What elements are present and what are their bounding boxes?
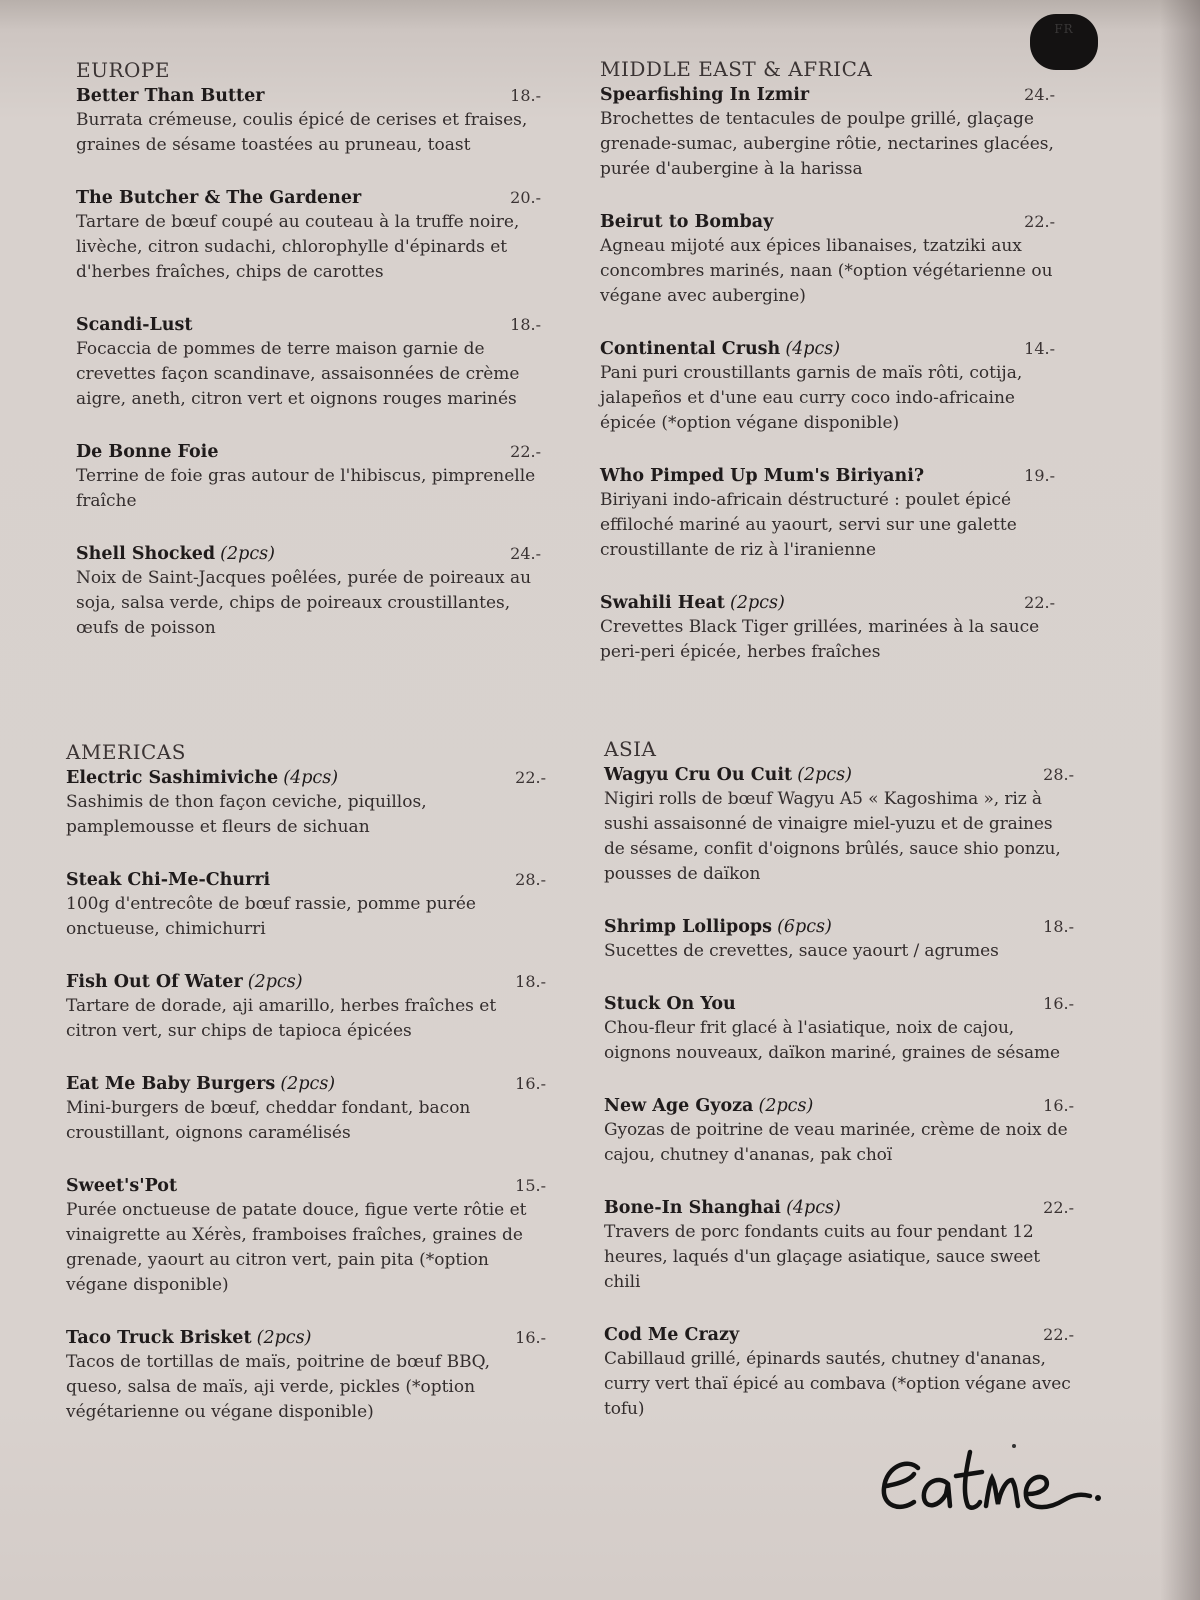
dish-name: De Bonne Foie <box>76 442 219 462</box>
dish-price: 28.- <box>1043 765 1074 784</box>
dish-price: 16.- <box>515 1328 546 1347</box>
dish-price: 15.- <box>515 1176 546 1195</box>
dish-description: Brochettes de tentacules de poulpe grillé, glaçage grenade-sumac, aubergine rôtie, nectarines glacées, purée d'aubergine à la harissa <box>600 109 1054 179</box>
dish-price: 28.- <box>515 870 546 889</box>
dish-price: 22.- <box>1043 1198 1074 1217</box>
menu-item <box>600 591 1055 665</box>
dish-price: 18.- <box>510 315 541 334</box>
menu-item <box>600 210 1055 309</box>
dish-price: 16.- <box>1043 994 1074 1013</box>
menu-item-header <box>604 1196 1074 1220</box>
dish-description: Tartare de bœuf coupé au couteau à la truffe noire, livèche, citron sudachi, chlorophylle d'épinards et d'herbes fraîches, chips de carottes <box>76 212 520 282</box>
menu-item <box>604 763 1074 887</box>
dish-description: Sashimis de thon façon ceviche, piquillos, pamplemousse et fleurs de sichuan <box>66 792 427 837</box>
dish-price: 16.- <box>515 1074 546 1093</box>
dish-portion-note: (2pcs) <box>280 1074 336 1094</box>
page-shadow <box>1160 0 1200 1600</box>
menu-item-header <box>604 1323 1074 1347</box>
dish-price: 22.- <box>1024 593 1055 612</box>
dish-portion-note: (2pcs) <box>730 593 785 613</box>
dish-name: Who Pimped Up Mum's Biriyani? <box>600 466 925 486</box>
menu-item-header <box>604 763 1074 787</box>
menu-item-header <box>76 84 541 108</box>
dish-price: 22.- <box>515 768 546 787</box>
dish-name: Spearfishing In Izmir <box>600 85 810 105</box>
menu-item <box>600 337 1055 436</box>
menu-item-header <box>66 970 546 994</box>
dish-portion-note: (4pcs) <box>283 768 339 788</box>
dish-price: 22.- <box>510 442 541 461</box>
dish-name: Shell Shocked <box>76 544 216 564</box>
menu-item <box>76 542 541 641</box>
menu-item <box>604 915 1074 964</box>
dish-description: Purée onctueuse de patate douce, figue verte rôtie et vinaigrette au Xérès, framboises fraîches, graines de grenade, yaourt au citron vert, pain pita (*option végane disponible) <box>66 1200 527 1295</box>
menu-item <box>604 1323 1074 1422</box>
dish-name: Shrimp Lollipops <box>604 917 772 937</box>
menu-item <box>604 1094 1074 1168</box>
menu-item <box>66 868 546 942</box>
menu-item <box>604 1196 1074 1295</box>
dish-price: 20.- <box>510 188 541 207</box>
menu-item-header <box>604 992 1074 1016</box>
menu-item-header <box>600 591 1055 615</box>
dish-name: Beirut to Bombay <box>600 212 774 232</box>
dish-price: 16.- <box>1043 1096 1074 1115</box>
section-americas <box>66 740 546 1453</box>
menu-item-header <box>66 868 546 892</box>
dish-description: Mini-burgers de bœuf, cheddar fondant, bacon croustillant, oignons caramélisés <box>66 1098 471 1143</box>
section-title: MIDDLE EAST & AFRICA <box>600 57 873 81</box>
menu-item <box>76 440 541 514</box>
menu-item <box>66 1174 546 1298</box>
menu-item-header <box>600 210 1055 234</box>
language-badge-label: FR <box>1054 22 1074 36</box>
dish-name: Bone-In Shanghai <box>604 1198 781 1218</box>
dish-description: Terrine de foie gras autour de l'hibiscus, pimprenelle fraîche <box>76 466 536 511</box>
dish-price: 19.- <box>1024 466 1055 485</box>
menu-item-header <box>66 1072 546 1096</box>
dish-price: 18.- <box>1043 917 1074 936</box>
menu-item-header <box>66 1174 546 1198</box>
dish-description: Pani puri croustillants garnis de maïs rôti, cotija, jalapeños et d'une eau curry coco indo-africaine épicée (*option végane disponible) <box>600 363 1023 433</box>
menu-item-header <box>600 83 1055 107</box>
section-title: AMERICAS <box>66 740 186 764</box>
dish-description: Burrata crémeuse, coulis épicé de cerises et fraises, graines de sésame toastées au pruneau, toast <box>76 110 528 155</box>
dish-portion-note: (2pcs) <box>256 1328 312 1348</box>
dish-name: Taco Truck Brisket <box>66 1328 252 1348</box>
menu-item <box>600 83 1055 182</box>
dish-name: Fish Out Of Water <box>66 972 243 992</box>
menu-item <box>76 313 541 412</box>
dish-name: Cod Me Crazy <box>604 1325 740 1345</box>
section-title: EUROPE <box>76 58 170 82</box>
menu-item <box>66 766 546 840</box>
dish-name: Swahili Heat <box>600 593 725 613</box>
menu-item-header <box>66 1326 546 1350</box>
dish-name: Scandi-Lust <box>76 315 193 335</box>
dish-portion-note: (2pcs) <box>247 972 303 992</box>
dish-price: 24.- <box>510 544 541 563</box>
dish-name: Wagyu Cru Ou Cuit <box>604 765 793 785</box>
dish-description: Chou-fleur frit glacé à l'asiatique, noix de cajou, oignons nouveaux, daïkon mariné, graines de sésame <box>604 1018 1060 1063</box>
dish-name: Stuck On You <box>604 994 736 1014</box>
dish-name: Sweet's'Pot <box>66 1176 178 1196</box>
dish-price: 14.- <box>1024 339 1055 358</box>
menu-item <box>600 464 1055 563</box>
menu-item <box>66 970 546 1044</box>
menu-item-header <box>66 766 546 790</box>
menu-item-header <box>604 1094 1074 1118</box>
dish-price: 22.- <box>1043 1325 1074 1344</box>
dish-description: Tartare de dorade, aji amarillo, herbes fraîches et citron vert, sur chips de tapioca épicées <box>66 996 497 1041</box>
dish-description: Noix de Saint-Jacques poêlées, purée de poireaux au soja, salsa verde, chips de poireaux croustillantes, œufs de poisson <box>76 568 532 638</box>
menu-item-header <box>600 337 1055 361</box>
section-asia <box>604 737 1074 1450</box>
section-title: ASIA <box>604 737 657 761</box>
dish-description: Focaccia de pommes de terre maison garnie de crevettes façon scandinave, assaisonnées de crème aigre, aneth, citron vert et oignons rouges marinés <box>76 339 520 409</box>
dish-description: 100g d'entrecôte de bœuf rassie, pomme purée onctueuse, chimichurri <box>66 894 476 939</box>
section-europe <box>76 58 541 669</box>
dish-description: Gyozas de poitrine de veau marinée, crème de noix de cajou, chutney d'ananas, pak choï <box>604 1120 1068 1165</box>
menu-item-header <box>76 313 541 337</box>
dish-description: Nigiri rolls de bœuf Wagyu A5 « Kagoshima », riz à sushi assaisonné de vinaigre miel-yuzu et de graines de sésame, confit d'oignons brûlés, sauce shio ponzu, pousses de daïkon <box>604 789 1061 884</box>
dish-name: The Butcher & The Gardener <box>76 188 362 208</box>
menu-item-header <box>600 464 1055 488</box>
dish-description: Cabillaud grillé, épinards sautés, chutney d'ananas, curry vert thaï épicé au combava (*option végane avec tofu) <box>604 1349 1071 1419</box>
dish-portion-note: (2pcs) <box>797 765 852 785</box>
menu-item <box>66 1072 546 1146</box>
dish-description: Travers de porc fondants cuits au four pendant 12 heures, laqués d'un glaçage asiatique, sauce sweet chili <box>604 1222 1041 1292</box>
dish-portion-note: (4pcs) <box>785 339 841 359</box>
dish-description: Sucettes de crevettes, sauce yaourt / agrumes <box>604 941 999 961</box>
menu-item-header <box>604 915 1074 939</box>
dish-description: Tacos de tortillas de maïs, poitrine de bœuf BBQ, queso, salsa de maïs, aji verde, pickles (*option végétarienne ou végane disponible) <box>66 1352 491 1422</box>
menu-item-header <box>76 440 541 464</box>
section-middle-east-africa <box>600 57 1055 693</box>
dish-description: Biriyani indo-africain déstructuré : poulet épicé effiloché mariné au yaourt, servi sur une galette croustillante de riz à l'iranienne <box>600 490 1017 560</box>
dish-portion-note: (2pcs) <box>758 1096 814 1116</box>
menu-item <box>76 84 541 158</box>
eatme-logo <box>878 1440 1108 1520</box>
menu-item-header <box>76 542 541 566</box>
dish-name: New Age Gyoza <box>604 1096 754 1116</box>
menu-item-header <box>76 186 541 210</box>
menu-item <box>66 1326 546 1425</box>
dish-name: Steak Chi-Me-Churri <box>66 870 271 890</box>
dish-name: Electric Sashimiviche <box>66 768 279 788</box>
dish-price: 18.- <box>510 86 541 105</box>
menu-item <box>604 992 1074 1066</box>
dish-portion-note: (2pcs) <box>220 544 275 564</box>
dish-description: Agneau mijoté aux épices libanaises, tzatziki aux concombres marinés, naan (*option végétarienne ou végane avec aubergine) <box>600 236 1053 306</box>
dish-price: 22.- <box>1024 212 1055 231</box>
menu-item <box>76 186 541 285</box>
dish-portion-note: (4pcs) <box>786 1198 841 1218</box>
dish-name: Better Than Butter <box>76 86 265 106</box>
dish-price: 18.- <box>515 972 546 991</box>
dish-name: Eat Me Baby Burgers <box>66 1074 276 1094</box>
dish-description: Crevettes Black Tiger grillées, marinées à la sauce peri-peri épicée, herbes fraîches <box>600 617 1040 662</box>
dish-price: 24.- <box>1024 85 1055 104</box>
dish-name: Continental Crush <box>600 339 781 359</box>
dish-portion-note: (6pcs) <box>777 917 832 937</box>
